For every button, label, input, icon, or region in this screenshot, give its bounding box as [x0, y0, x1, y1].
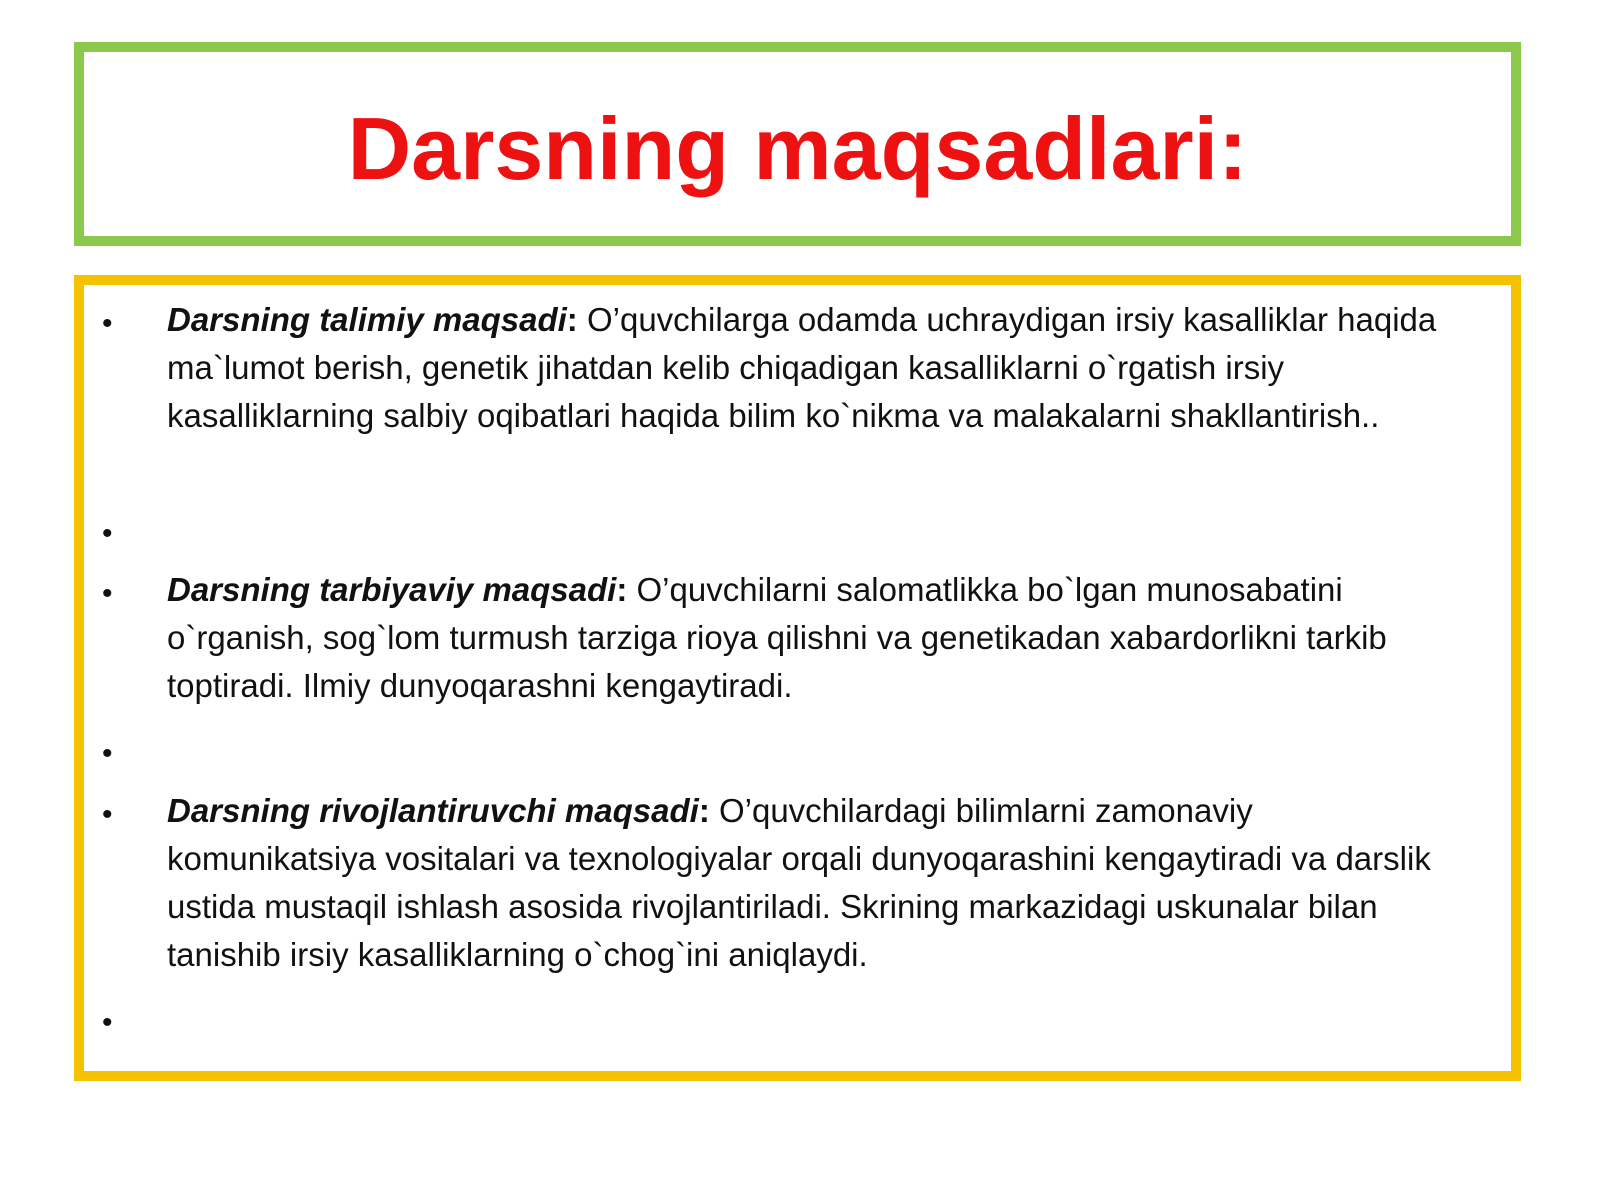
bullet-icon: •: [102, 517, 113, 550]
title-frame: [74, 42, 1521, 246]
goal-label: Darsning rivojlantiruvchi maqsadi: [167, 792, 699, 829]
slide-title: Darsning maqsadlari:: [347, 99, 1248, 198]
bullet-icon: •: [102, 737, 113, 770]
goal-colon: :: [616, 571, 628, 608]
bullet-icon: •: [102, 577, 113, 610]
goal-description: O’quvchilardagi bilimlarni zamonaviy komunikatsiya vositalari va texnologiyalar orqali dunyoqarashini kengaytiradi va darslik ustida mustaqil ishlash asosida rivojlantiriladi. Skrining markazidagi uskunalar bilan tanishib irsiy kasalliklarning o`chog`ini aniqlaydi.: [167, 792, 1431, 973]
goal-label: Darsning talimiy maqsadi: [167, 301, 567, 338]
goal-description: O’quvchilarni salomatlikka bo`lgan munosabatini o`rganish, sog`lom turmush tarziga rioya qilishni va genetikadan xabardorlikni tarkib toptiradi. Ilmiy dunyoqarashni kengaytiradi.: [167, 571, 1387, 704]
bullet-text: [167, 566, 1467, 710]
goal-colon: :: [698, 792, 710, 829]
bullet-text: [167, 296, 1467, 440]
bullet-icon: •: [102, 307, 113, 340]
bullet-icon: •: [102, 1006, 113, 1039]
goal-colon: :: [566, 301, 578, 338]
goal-label: Darsning tarbiyaviy maqsadi: [167, 571, 617, 608]
bullet-text: [167, 787, 1467, 979]
content-frame: [74, 275, 1521, 1081]
goal-description: O’quvchilarga odamda uchraydigan irsiy kasalliklar haqida ma`lumot berish, genetik jihatdan kelib chiqadigan kasalliklarni o`rgatish irsiy kasalliklarning salbiy oqibatlari haqida bilim ko`nikma va malakalarni shakllantirish..: [167, 301, 1437, 434]
bullet-icon: •: [102, 798, 113, 831]
